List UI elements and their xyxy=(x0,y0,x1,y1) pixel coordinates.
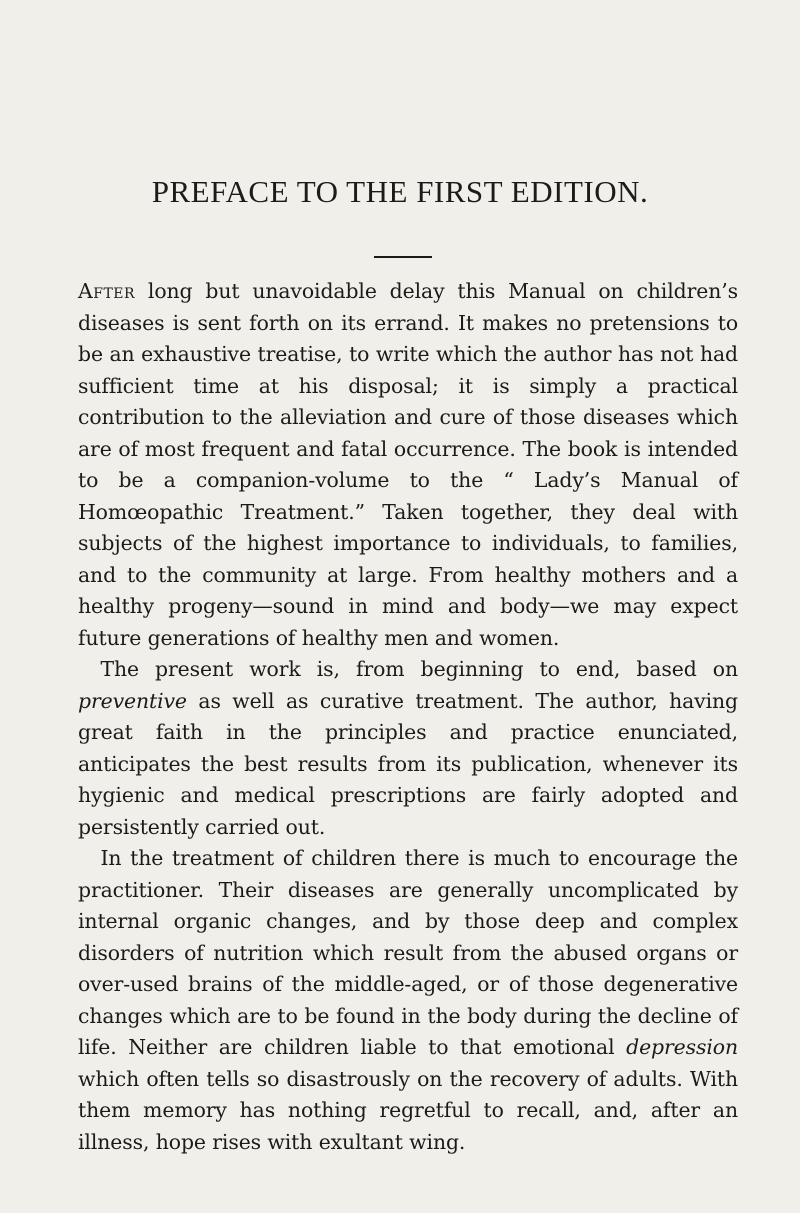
italic-depression: depression xyxy=(626,1035,738,1059)
paragraph-3-text-start: In the treatment of children there is much to encourage the practitioner. Their diseases are generally uncomplicated by internal organic changes, and by those deep and complex disorders of nutrition which result from the abused organs or over-used brains of the middle-aged, or of those degenerative changes which are to be found in the body during the decline of life. Neither are children liable to that emotional xyxy=(78,846,738,1059)
paragraph-1 xyxy=(78,276,738,654)
paragraph-2-text-end: as well as curative treatment. The author, having great faith in the principles and practice enunciated, anticipates the best results from its publication, whenever its hygienic and medical prescriptions are fairly adopted and persistently carried out. xyxy=(78,688,738,839)
preface-text xyxy=(78,276,738,1158)
paragraph-1-text: long but unavoidable delay this Manual on children’s diseases is sent forth on its errand. It makes no pretensions to be an exhaustive treatise, to write which the author has not had sufficient time at his disposal; it is simply a practical contribution to the alleviation and cure of those diseases which are of most frequent and fatal occurrence. The book is intended to be a companion-volume to the “ Lady’s Manual of Homœopathic Treatment.” Taken together, they deal with subjects of the highest importance to individuals, to families, and to the community at large. From healthy mothers and a healthy progeny—sound in mind and body—we may expect future generations of healthy men and women. xyxy=(78,279,738,650)
paragraph-2-text-start: The present work is, from beginning to end, based on xyxy=(100,657,738,681)
paragraph-2 xyxy=(78,654,738,843)
italic-preventive: preventive xyxy=(78,688,187,713)
drop-word: After xyxy=(78,279,136,303)
paragraph-3 xyxy=(78,843,738,1158)
paragraph-3-text-end: which often tells so disastrously on the recovery of adults. With them memory has nothing regretful to recall, and, after an illness, hope rises with exultant wing. xyxy=(78,1066,738,1154)
page-title: PREFACE TO THE FIRST EDITION. xyxy=(151,174,649,209)
title-rule xyxy=(374,256,432,258)
